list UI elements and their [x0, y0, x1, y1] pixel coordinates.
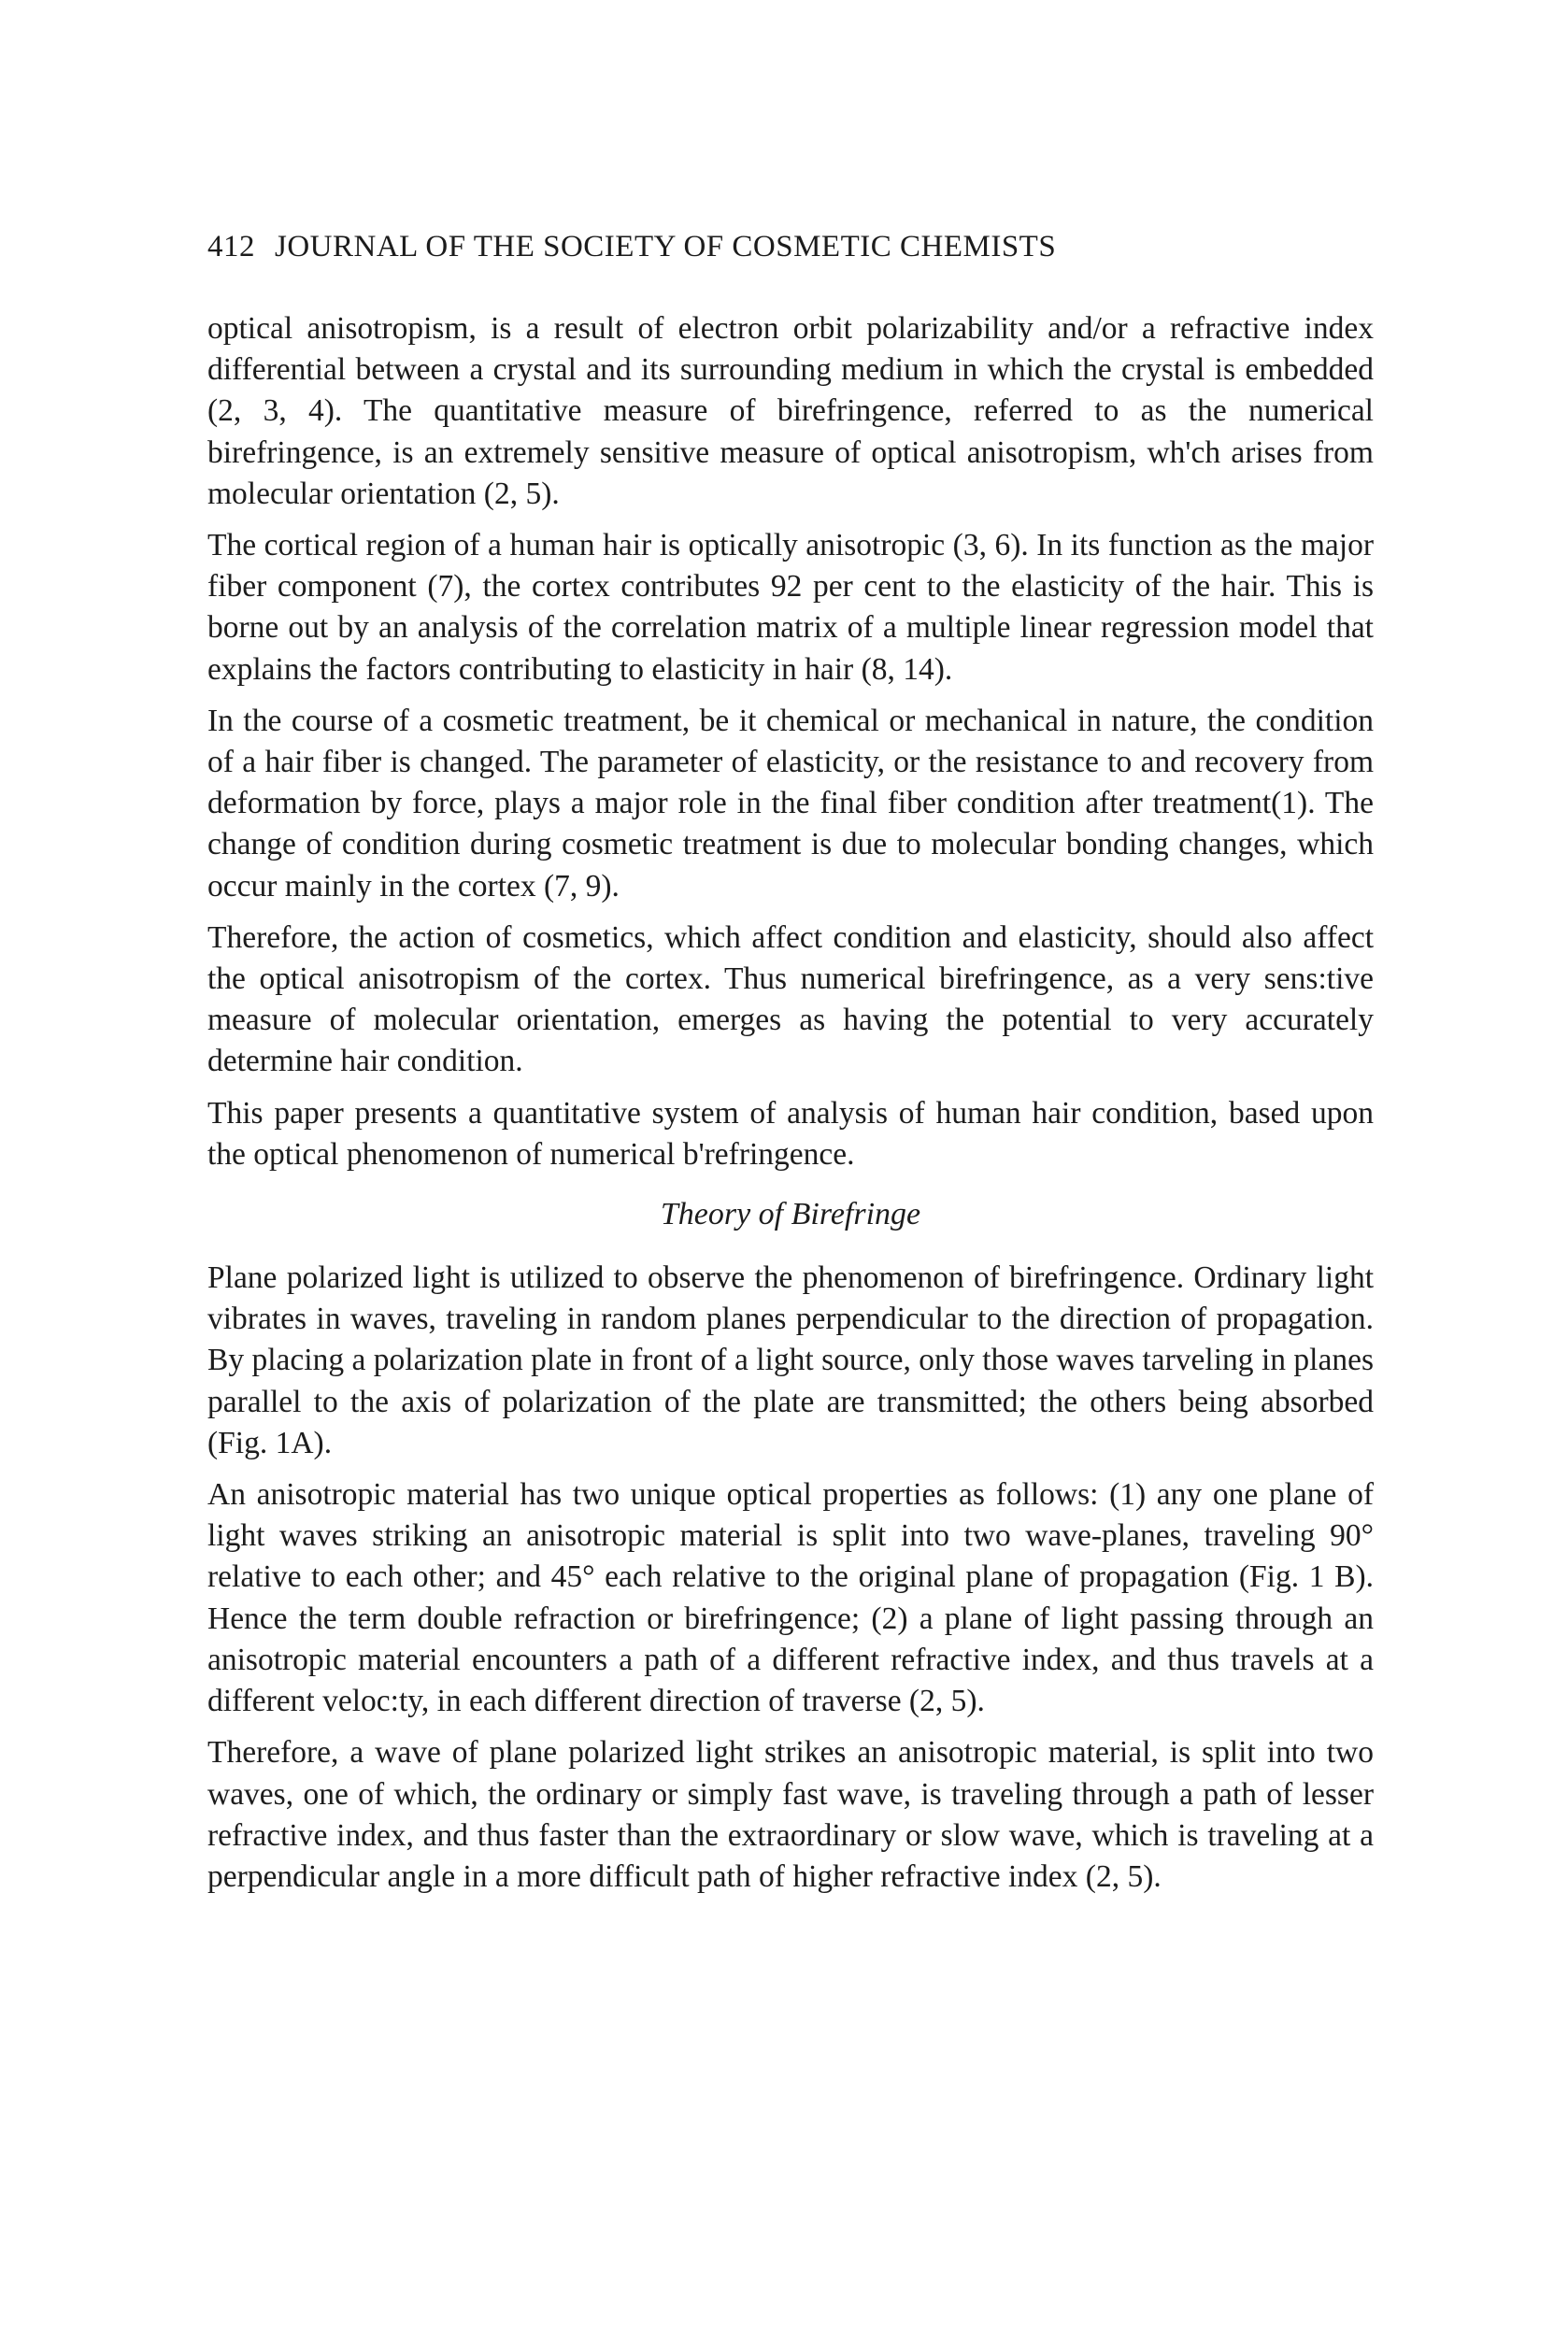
paragraph-cosmetic-treatment: In the course of a cosmetic treatment, be it chemical or mechanical in nature, the condition of a hair fiber is changed. The parameter of elasticity, or the resistance to and recovery from deformation by force, plays a major role in the final fiber condition after treatment(1). The change of condition during cosmetic treatment is due to molecular bonding changes, which occur mainly in the cortex (7, 9). — [207, 703, 1374, 904]
paragraph-paper-presents: This paper presents a quantitative system of analysis of human hair condition, based upon the optical phenomenon of numerical b'refringence. — [207, 1095, 1374, 1172]
paragraph-optical-anisotropism: optical anisotropism, is a result of electron orbit polarizability and/or a refractive index differential between a crystal and its surrounding medium in which the crystal is embedded (2, 3, 4). The quantitative measure of birefringence, referred to as the numerical birefringence, is an extremely sensitive measure of optical anisotropism, wh'ch arises from molecular orientation (2, 5). — [207, 311, 1374, 511]
journal-title: JOURNAL OF THE SOCIETY OF COSMETIC CHEMISTS — [275, 230, 1057, 263]
paragraph-plane-polarized-light: Plane polarized light is utilized to observe the phenomenon of birefringence. Ordinary light vibrates in waves, traveling in random planes perpendicular to the direction of propagation. By placing a polarization plate in front of a light source, only those waves tarveling in planes parallel to the axis of polarization of the plate are transmitted; the others being absorbed (Fig. 1A). — [207, 1260, 1374, 1460]
page-number: 412 — [207, 230, 255, 263]
section-heading: Theory of Birefringe — [660, 1197, 921, 1232]
paragraph-cortical-region: The cortical region of a human hair is optically anisotropic (3, 6). In its function as the major fiber component (7), the cortex contributes 92 per cent to the elasticity of the hair. This is borne out by an analysis of the correlation matrix of a multiple linear regression model that explains the factors contributing to elasticity in hair (8, 14). — [207, 528, 1374, 687]
paragraph-anisotropic-material: An anisotropic material has two unique optical properties as follows: (1) any one plane of light waves striking an anisotropic material is split into two wave-planes, traveling 90° relative to each other; and 45° each relative to the original plane of propagation (Fig. 1 B). Hence the term double refraction or birefringence; (2) a plane of light passing through an anisotropic material encounters a path of a different refractive index, and thus travels at a different veloc:ty, in each different direction of traverse (2, 5). — [207, 1477, 1374, 1719]
paragraph-action-of-cosmetics: Therefore, the action of cosmetics, which affect condition and elasticity, should also affect the optical anisotropism of the cortex. Thus numerical birefringence, as a very sens:tive measure of molecular orientation, emerges as having the potential to very accurately determine hair condition. — [207, 919, 1374, 1079]
paragraph-wave-split: Therefore, a wave of plane polarized light strikes an anisotropic material, is split into two waves, one of which, the ordinary or simply fast wave, is traveling through a path of lesser refractive index, and thus faster than the extraordinary or slow wave, which is traveling at a perpendicular angle in a more difficult path of higher refractive index (2, 5). — [207, 1735, 1374, 1894]
running-head — [207, 230, 1385, 264]
body-text — [207, 308, 1374, 1908]
